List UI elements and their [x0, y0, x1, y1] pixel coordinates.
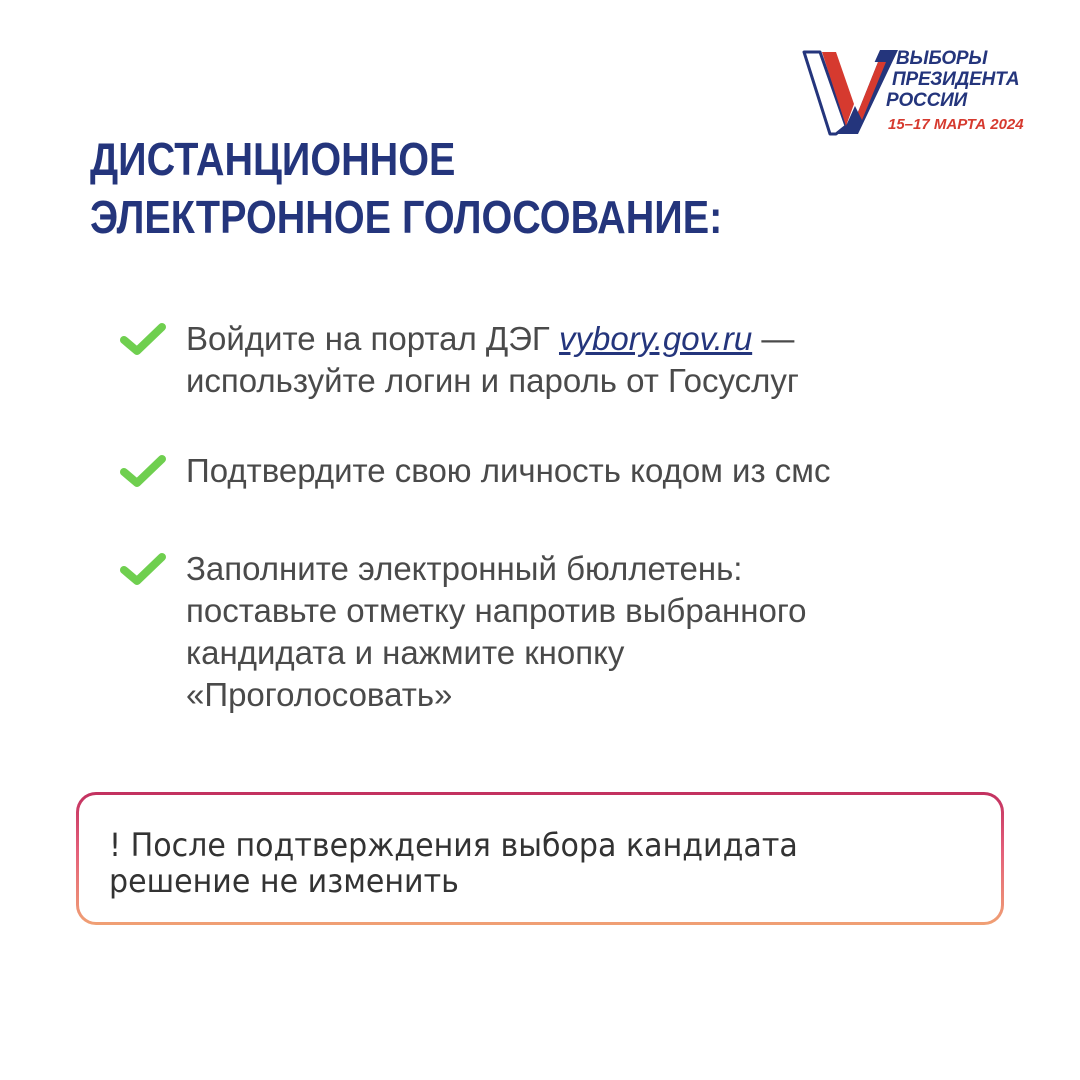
step-text	[186, 548, 986, 716]
step-text-line-2: поставьте отметку напротив выбранного	[186, 592, 807, 629]
step-text-before-link: Войдите на портал ДЭГ	[186, 320, 559, 357]
logo-date: 15–17 МАРТА 2024	[888, 116, 1024, 133]
step-text-line-4: «Проголосовать»	[186, 676, 453, 713]
warning-notice-inner	[79, 795, 1001, 922]
check-icon	[120, 322, 166, 356]
dev-portal-link[interactable]: vybory.gov.ru	[558, 320, 753, 357]
election-logo	[800, 46, 1040, 138]
check-icon	[120, 552, 166, 586]
page-title-line-1: ДИСТАНЦИОННОЕ	[90, 133, 456, 185]
step-text-line-1: Подтвердите свою личность кодом из смс	[186, 452, 831, 489]
page-title-line-2: ЭЛЕКТРОННОЕ ГОЛОСОВАНИЕ:	[90, 191, 723, 243]
step-text-after-link: —	[752, 320, 795, 357]
logo-title	[886, 48, 1020, 111]
warning-notice-line-1: ! После подтверждения выбора кандидата	[109, 826, 798, 864]
check-icon	[120, 454, 166, 488]
warning-notice-line-2: решение не изменить	[109, 862, 459, 900]
step-text	[186, 318, 986, 402]
page-title	[90, 130, 723, 246]
warning-notice	[76, 792, 1004, 925]
logo-line-3: РОССИИ	[886, 90, 968, 111]
logo-line-2: ПРЕЗИДЕНТА	[892, 69, 1020, 90]
logo-line-1: ВЫБОРЫ	[896, 48, 988, 69]
step-text-line-2: используйте логин и пароль от Госуслуг	[186, 362, 799, 399]
step-text-line-3: кандидата и нажмите кнопку	[186, 634, 625, 671]
warning-notice-text	[109, 827, 917, 899]
step-text	[186, 450, 986, 492]
step-text-line-1: Заполните электронный бюллетень:	[186, 550, 743, 587]
